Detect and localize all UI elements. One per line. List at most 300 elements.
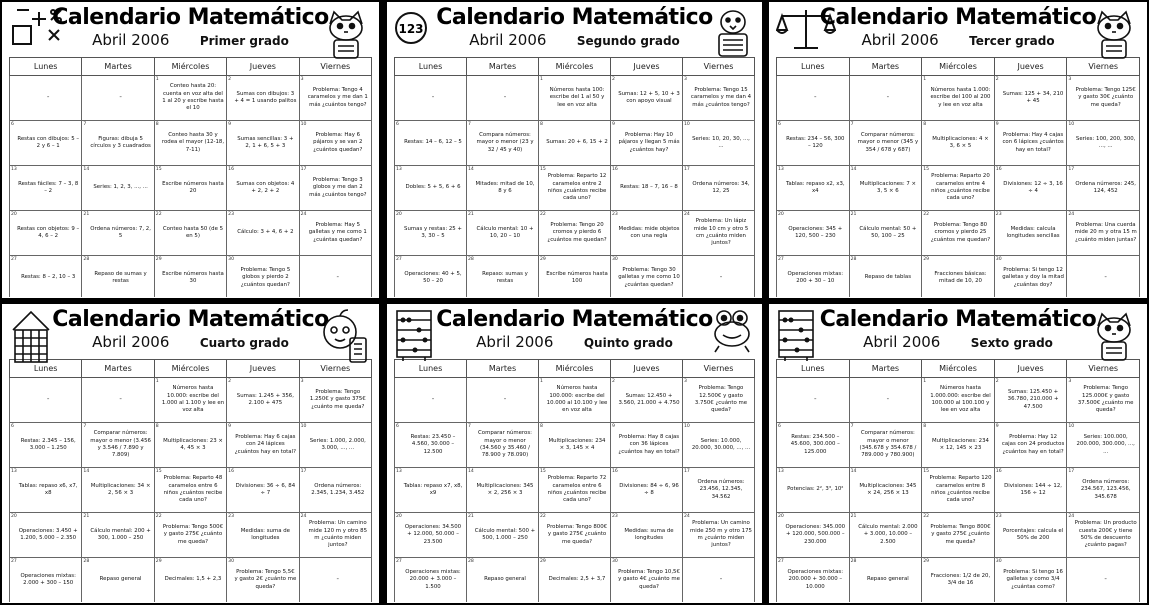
day-number: 7 [850,424,854,429]
day-activity: Problema: Reparto 120 caramelos entre 8 niños ¿cuántos recibe cada uno? [929,475,992,504]
day-number: 13 [778,469,784,474]
calendar-body [777,76,1140,299]
day-cell [777,423,850,468]
weekday-header: Miércoles [922,58,995,76]
day-activity: Problema: Tengo 3 globos y me dan 2 más ¿cuántos tengo? [309,177,367,198]
day-number: 10 [1068,424,1075,429]
calendar-page-3 [769,2,1147,298]
calendar-grade: Cuarto grado [199,336,289,350]
day-activity: Series: 100, 200, 300, ..., ... [1075,135,1136,149]
calendar-grade: Tercer grado [969,34,1055,48]
day-number: 7 [83,122,87,127]
day-number: 20 [11,212,17,217]
day-number: 20 [396,212,402,217]
day-cell [611,256,683,299]
day-cell [1067,558,1140,603]
day-activity: Multiplicaciones: 234 × 12, 145 × 23 [931,437,989,451]
day-cell [82,211,154,256]
day-activity: Problema: Tengo 10,5€ y gasto 4€ ¿cuánto me queda? [618,569,680,590]
day-activity: Restas: 234 – 56, 300 – 120 [786,135,845,149]
day-cell [82,121,154,166]
day-activity: Problema: Reparto 20 caramelos entre 4 niños ¿cuántos recibe cada uno? [931,173,990,202]
day-activity: Comparar números: mayor o menor (3.456 y 3.546 / 7.890 y 7.809) [90,430,151,459]
day-activity: Problema: Tengo 800€ y gasto 275€ ¿cuánto me queda? [930,524,991,545]
day-cell [154,513,226,558]
day-activity: Divisiones: 12 ÷ 3, 16 ÷ 4 [1003,180,1063,194]
day-number: 28 [83,559,90,564]
day-cell [395,468,467,513]
weekday-header: Viernes [299,58,371,76]
day-activity: Problema: Tengo 80 cromos y pierdo 25 ¿cuántos me quedan? [930,222,991,243]
day-number: 24 [684,514,690,519]
day-cell [683,423,755,468]
day-number: 1 [923,77,927,82]
day-cell [299,256,371,299]
day-number: 24 [300,514,307,519]
day-number: 10 [300,122,307,127]
day-activity: Números hasta 100.000: escribe del 10.000 al 10.100 y lee en voz alta [546,385,608,414]
day-activity: Tablas: repaso x2, x3, x4 [785,180,845,194]
day-cell [611,513,683,558]
calendar-page-4 [2,304,379,603]
day-cell [849,211,922,256]
day-number: 23 [995,212,1002,217]
day-number: 17 [1068,469,1075,474]
day-cell [922,558,995,603]
day-cell [683,166,755,211]
day-cell [611,468,683,513]
day-activity: Escribe números hasta 30 [162,270,224,284]
day-activity: Series: 1, 2, 3, ..., ... [93,184,148,191]
day-activity: Problema: Tengo 30 galletas y me como 10 ¿cuántas quedan? [618,267,680,288]
calendar-body [395,378,755,603]
day-cell [683,211,755,256]
day-number: 13 [11,167,17,172]
day-number: 13 [396,469,402,474]
day-activity: Problema: Hay 6 pájaros y se van 2 ¿cuántos quedan? [313,132,363,153]
day-activity: - [503,93,507,102]
day-cell [922,423,995,468]
day-number: 7 [850,122,854,127]
calendar-table [776,359,1140,603]
day-number: 27 [396,257,402,262]
day-activity: Tablas: repaso x7, x8, x9 [403,482,463,496]
day-activity: Medidas: suma de longitudes [624,527,674,541]
weekday-header: Lunes [777,360,850,378]
day-activity: Números hasta 1.000: escribe del 100 al 200 y lee en voz alta [930,87,991,108]
calendar-week-row [395,211,755,256]
day-activity: Escribe números hasta 100 [546,270,608,284]
weekday-header-row [777,58,1140,76]
calendar-table [394,359,755,603]
day-number: 13 [778,167,784,172]
day-cell [227,121,299,166]
calendar-week-row [395,121,755,166]
day-number: 15 [923,167,930,172]
day-number: 21 [468,514,474,519]
day-number: 6 [778,424,781,429]
calendar-week-row [395,513,755,558]
day-activity: Restas con objetos: 9 – 4, 6 – 2 [17,225,80,239]
day-activity: Repaso general [99,576,142,583]
day-cell [777,76,850,121]
day-number: 9 [228,424,232,429]
day-activity: Sumas: 12 + 5, 10 + 3 con apoyo visual [618,90,680,104]
day-number: 14 [468,167,474,172]
day-cell [299,121,371,166]
day-activity: Multiplicaciones: 23 × 4, 45 × 3 [163,437,223,451]
calendar-subtitle [388,333,761,351]
day-number: 2 [612,379,615,384]
calendar-week-row [777,513,1140,558]
day-activity: Divisiones: 84 ÷ 6, 96 ÷ 8 [619,482,679,496]
day-activity: Problema: Hay 5 galletas y me como 1 ¿cuántas quedan? [308,222,367,243]
calendar-week-row [777,423,1140,468]
day-cell [849,121,922,166]
day-activity: Operaciones mixtas: 20.000 + 3.000 – 1.500 [405,569,461,590]
calendar-body [10,76,372,299]
day-cell [994,121,1067,166]
day-number: 6 [778,122,781,127]
calendar-table [776,57,1140,298]
day-cell [154,558,226,603]
weekday-header-row [395,58,755,76]
weekday-header: Miércoles [154,58,226,76]
day-number: 23 [995,514,1002,519]
day-number: 9 [612,122,615,127]
day-activity: Comparar números: mayor o menor (345 y 354 / 678 y 687) [857,132,919,153]
calendar-table [9,57,372,298]
day-cell [849,558,922,603]
day-cell [922,256,995,299]
weekday-header: Jueves [227,360,299,378]
day-number: 28 [468,257,474,262]
day-activity: Restas: 234.500 – 45.600, 300.000 – 125.000 [790,434,840,455]
day-number: 6 [396,122,399,127]
day-number: 16 [995,167,1002,172]
day-activity: - [431,395,435,404]
calendar-week-row [395,76,755,121]
day-cell [539,211,611,256]
day-number: 6 [11,122,14,127]
day-number: 16 [228,469,235,474]
day-cell [1067,121,1140,166]
calendar-week-row [395,558,755,603]
day-number: 30 [995,559,1002,564]
day-activity: Divisiones: 36 ÷ 6, 84 ÷ 7 [235,482,296,496]
day-number: 29 [540,559,546,564]
weekday-header: Lunes [395,58,467,76]
day-cell [539,423,611,468]
day-cell [467,378,539,423]
day-number: 27 [11,559,17,564]
day-number: 15 [540,167,546,172]
day-activity: Tablas: repaso x6, x7, x8 [18,482,78,496]
day-number: 3 [300,77,304,82]
day-activity: Problema: Hay 12 cajas con 24 productos ¿cuántos hay en total? [1001,434,1065,455]
calendar-week-row [10,166,372,211]
day-activity: Multiplicaciones: 7 × 3, 5 × 6 [859,180,917,194]
day-cell [849,468,922,513]
day-number: 2 [228,77,232,82]
day-activity: Problema: Hay 6 cajas con 24 lápices ¿cuántos hay en total? [234,434,296,455]
day-activity: Problema: Si tengo 12 galletas y doy la mitad ¿cuántas doy? [1002,267,1064,288]
weekday-header: Viernes [1067,58,1140,76]
calendar-week-row [10,211,372,256]
day-activity: Multiplicaciones: 234 × 3, 145 × 4 [548,437,606,451]
day-cell [299,423,371,468]
day-number: 9 [612,424,615,429]
weekday-header: Jueves [611,58,683,76]
day-cell [1067,166,1140,211]
calendar-week-row [395,468,755,513]
day-activity: Series: 1.000, 2.000, 3.000, ..., ... [309,437,366,451]
day-number: 1 [540,77,543,82]
day-number: 29 [540,257,546,262]
day-cell [922,513,995,558]
day-cell [10,121,82,166]
day-activity: Operaciones mixtas: 200.000 + 30.000 – 10.000 [787,569,844,590]
day-cell [539,378,611,423]
day-activity: Cálculo mental: 200 + 300, 1.000 – 250 [90,527,151,541]
day-cell [227,256,299,299]
day-cell [154,166,226,211]
day-cell [1067,468,1140,513]
day-number: 22 [540,212,546,217]
day-activity: Restas: 8 – 2, 10 – 3 [21,274,76,281]
day-number: 22 [155,514,162,519]
day-cell [539,121,611,166]
day-number: 17 [300,469,307,474]
day-cell [82,423,154,468]
day-activity: Números hasta 10.000: escribe del 1.000 al 1.100 y lee en voz alta [161,385,225,414]
day-cell [922,378,995,423]
day-number: 23 [612,514,618,519]
day-cell [227,211,299,256]
day-cell [1067,378,1140,423]
day-activity: Cálculo: 3 + 4, 6 + 2 [237,229,294,236]
calendar-table [394,57,755,298]
day-cell [154,76,226,121]
day-activity: Operaciones: 345.000 + 120.000, 500.000 – 230.000 [785,524,846,545]
day-activity: Multiplicaciones: 345 × 24, 256 × 13 [859,482,917,496]
calendar-month-year: Abril 2006 [476,333,554,351]
day-number: 29 [923,257,930,262]
day-cell [395,378,467,423]
day-number: 30 [612,257,618,262]
day-cell [10,76,82,121]
calendar-week-row [777,121,1140,166]
calendar-week-row [10,256,372,299]
weekday-header-row [777,360,1140,378]
day-number: 16 [228,167,235,172]
penguin-icon [713,6,753,64]
day-cell [1067,256,1140,299]
day-activity: Sumas con dibujos: 3 + 4 = 1 usando palitos [234,90,297,104]
weekday-header: Jueves [611,360,683,378]
day-activity: Ordena números: 234.567, 123.456, 345.678 [1080,479,1131,500]
calendar-week-row [777,166,1140,211]
day-cell [154,211,226,256]
day-activity: Problema: Si tengo 16 galletas y como 3/4 ¿cuántas como? [1003,569,1063,590]
day-activity: Problema: Una cuerda mide 20 m y otra 15 m ¿cuánto miden juntas? [1074,222,1137,243]
day-activity: - [119,395,122,404]
weekday-header: Miércoles [539,360,611,378]
calendar-title: Calendario Matemático [52,307,329,332]
weekday-header-row [10,58,372,76]
day-cell [227,166,299,211]
calendar-week-row [777,468,1140,513]
day-activity: Fracciones básicas: mitad de 10, 20 [934,270,987,284]
day-activity: - [1104,273,1107,282]
day-activity: - [719,273,723,282]
day-cell [1067,423,1140,468]
day-activity: Problema: Tengo 20 cromos y pierdo 6 ¿cuántos me quedan? [547,222,607,243]
day-activity: Compara números: mayor o menor (23 y 32 / 45 y 40) [476,132,534,153]
day-number: 23 [228,514,235,519]
calendar-grade: Sexto grado [970,336,1053,350]
day-activity: Comparar números: mayor o menor (345.678 y 354.678 / 789.000 y 780.900) [859,430,917,459]
day-number: 14 [468,469,474,474]
day-activity: - [119,93,122,102]
day-number: 7 [83,424,87,429]
day-cell [467,121,539,166]
day-number: 29 [155,559,162,564]
weekday-header: Jueves [227,58,299,76]
day-cell [994,513,1067,558]
day-activity: Series: 100.000, 200.000, 300.000, ..., ... [1076,434,1135,455]
day-number: 22 [540,514,546,519]
day-cell [683,256,755,299]
calendar-week-row [777,76,1140,121]
day-cell [994,468,1067,513]
day-activity: Dobles: 5 + 5, 6 + 6 [405,184,461,191]
calendar-page-5 [387,304,762,603]
day-activity: Sumas: 1.245 + 356, 2.100 + 475 [236,392,294,406]
calendar-month-year: Abril 2006 [92,333,170,351]
day-activity: Restas fáciles: 7 – 3, 8 – 2 [18,180,79,194]
day-number: 30 [612,559,618,564]
calendar-header [388,305,761,359]
day-number: 23 [612,212,618,217]
day-number: 3 [684,379,687,384]
calendar-week-row [10,76,372,121]
day-activity: Operaciones mixtas: 200 + 30 – 10 [787,270,844,284]
day-cell [994,423,1067,468]
day-number: 21 [468,212,474,217]
weekday-header: Lunes [10,360,82,378]
calendar-week-row [777,256,1140,299]
day-cell [10,468,82,513]
day-activity: Problema: Tengo 125.000€ y gasto 37.500€ ¿cuánto me queda? [1077,385,1134,414]
weekday-header: Martes [849,360,922,378]
day-activity: Operaciones: 3.450 + 1.200, 5.000 – 2.350 [18,527,78,541]
day-cell [777,166,850,211]
day-activity: Series: 10, 20, 30, ..., ... [692,135,750,149]
apple-character-icon [316,308,370,370]
day-activity: Problema: Tengo 4 caramelos y me dan 1 más ¿cuántos tengo? [307,87,368,108]
day-activity: Problema: Tengo 15 caramelos y me dan 4 más ¿cuántos tengo? [690,87,752,108]
calendar-body [777,378,1140,603]
day-number: 9 [228,122,232,127]
day-activity: - [336,575,340,584]
day-activity: Problema: Tengo 1.250€ y gasto 375€ ¿cuánto me queda? [309,389,366,410]
day-number: 1 [540,379,543,384]
day-cell [1067,76,1140,121]
day-activity: Problema: Reparto 72 caramelos entre 6 niños ¿cuántos recibe cada uno? [547,475,607,504]
calendar-week-row [395,378,755,423]
day-number: 24 [300,212,307,217]
day-activity: Problema: Tengo 5,5€ y gasto 2€ ¿cuánto me queda? [234,569,297,590]
day-cell [467,256,539,299]
day-cell [227,468,299,513]
weekday-header: Viernes [299,360,371,378]
day-number: 8 [155,424,159,429]
day-number: 16 [612,167,618,172]
calendar-title: Calendario Matemático [819,307,1097,332]
day-number: 15 [923,469,930,474]
day-activity: Multiplicaciones: 345 × 2, 256 × 3 [476,482,534,496]
calendar-week-row [10,378,372,423]
day-number: 16 [612,469,618,474]
day-number: 27 [11,257,17,262]
weekday-header: Martes [467,360,539,378]
day-number: 9 [995,424,999,429]
day-number: 3 [1068,77,1072,82]
day-cell [395,558,467,603]
calendar-subtitle [388,31,761,49]
day-number: 20 [778,514,784,519]
day-number: 21 [850,514,857,519]
day-cell [849,166,922,211]
calendar-page-2 [387,2,762,298]
day-number: 2 [612,77,615,82]
day-cell [611,211,683,256]
day-cell [539,468,611,513]
day-number: 24 [684,212,690,217]
calendar-month-year: Abril 2006 [92,31,170,49]
day-activity: Medidas: calcula longitudes sencillas [1006,225,1060,239]
day-cell [683,76,755,121]
day-cell [849,76,922,121]
day-number: 29 [155,257,162,262]
day-cell [994,76,1067,121]
day-activity: Sumas: 125.450 + 36.780, 210.000 + 47.500 [1007,389,1059,410]
day-cell [1067,211,1140,256]
day-number: 6 [396,424,399,429]
day-cell [227,378,299,423]
cat-icon [1090,6,1138,64]
day-activity: Comparar números: mayor o menor (34.560 y 35.460 / 78.900 y 78.090) [478,430,532,459]
day-number: 30 [995,257,1002,262]
day-cell [82,468,154,513]
day-activity: Problema: Tengo 5 globos y pierdo 2 ¿cuántos quedan? [240,267,291,288]
day-cell [922,121,995,166]
day-activity: Números hasta 1.000.000: escribe del 100.000 al 100.100 y lee en voz alta [930,385,991,414]
day-cell [10,423,82,468]
calendar-week-row [10,423,372,468]
day-activity: Repaso general [484,576,526,583]
day-cell [82,256,154,299]
weekday-header: Jueves [994,360,1067,378]
day-activity: Problema: Tengo 125€ y gasto 30€ ¿cuánto me queda? [1075,87,1136,108]
day-cell [154,378,226,423]
day-cell [611,121,683,166]
day-activity: - [814,93,817,102]
day-cell [683,513,755,558]
day-activity: Cálculo mental: 50 + 50, 100 – 25 [859,225,917,239]
day-activity: Medidas: suma de longitudes [240,527,290,541]
